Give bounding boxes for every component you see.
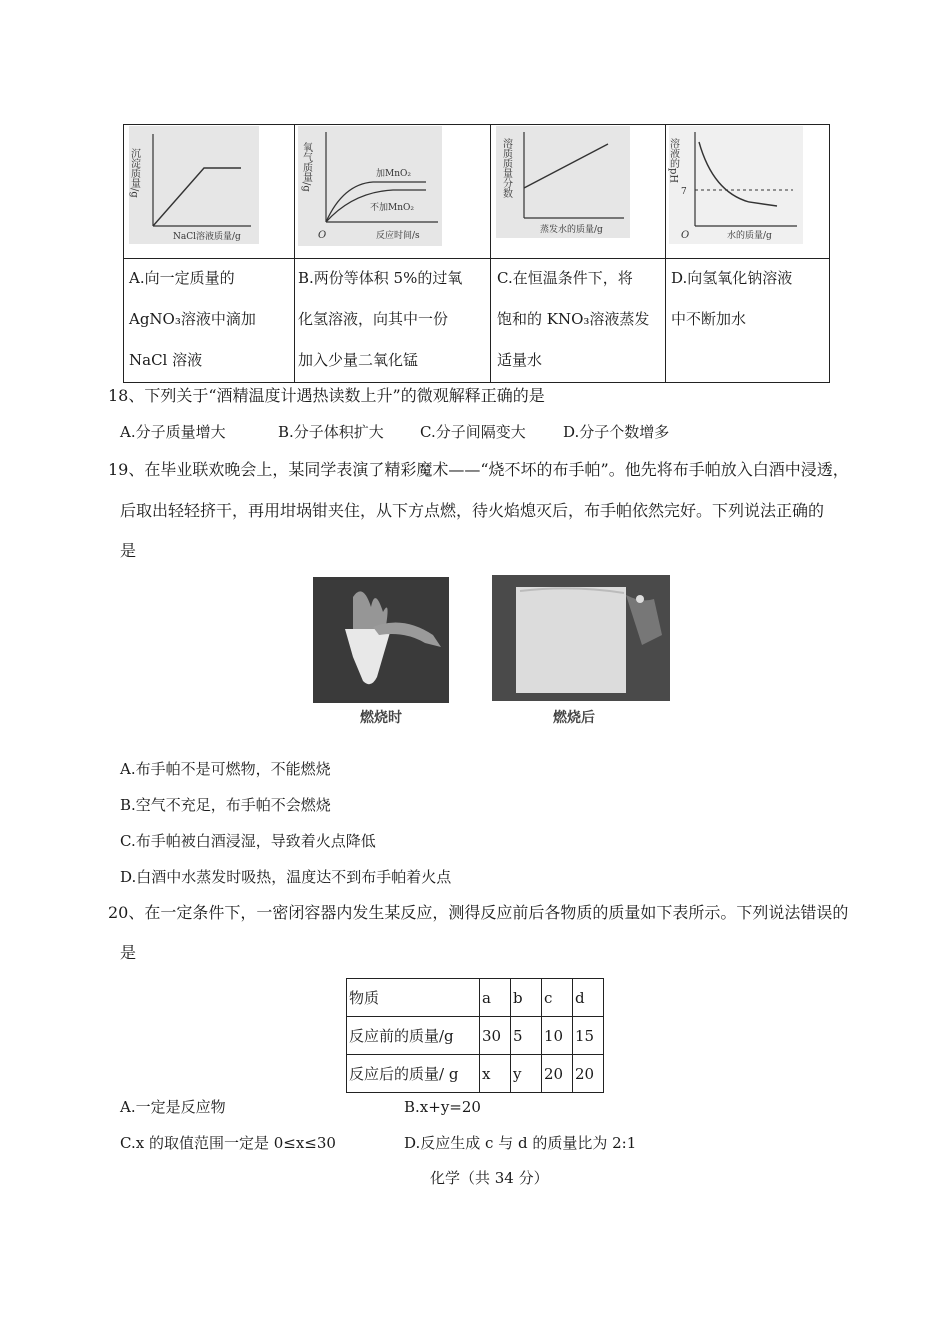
graph-b-oxygen — [298, 126, 442, 246]
q20-mass-table — [346, 978, 604, 1093]
graph-b-origin: O — [318, 230, 327, 241]
q20-stem-line-1: 20、在一定条件下，一密闭容器内发生某反应，测得反应前后各物质的质量如下表所示。下列说法错误的 — [108, 903, 849, 922]
q19-option-b: B.空气不充足，布手帕不会燃烧 — [120, 796, 331, 814]
caption-after: 燃烧后 — [553, 710, 595, 726]
table-cell: 反应后的质量/ g — [347, 1055, 480, 1093]
q17-option-b: B.两份等体积 5%的过氧 化氢溶液，向其中一份 加入少量二氧化锰 — [298, 269, 463, 369]
q19-option-c: C.布手帕被白酒浸湿，导致着火点降低 — [120, 832, 376, 850]
table-row — [347, 979, 604, 1017]
graph-a-y-label: 沉淀质量/g — [128, 148, 140, 198]
graph-d-ph — [669, 126, 803, 244]
q19-stem-line-2: 后取出轻轻挤干，再用坩埚钳夹住，从下方点燃，待火焰熄灭后，布手帕依然完好。下列说法正确的 — [120, 501, 825, 520]
table-row — [347, 1017, 604, 1055]
graph-b-y-label: 氧气质量/g — [300, 142, 312, 192]
graph-d-x-label: 水的质量/g — [727, 231, 772, 241]
table-cell: 15 — [573, 1017, 604, 1055]
photo-after-burning — [492, 575, 670, 701]
graph-b-curve-label-1: 加MnO₂ — [376, 169, 411, 179]
graph-d-tick: 7 — [681, 187, 687, 197]
graph-d-origin: O — [681, 230, 690, 241]
table-cell: x — [480, 1055, 511, 1093]
q17-option-c: C.在恒温条件下，将 饱和的 KNO₃溶液蒸发 适量水 — [497, 269, 650, 369]
graph-a-precipitate — [129, 126, 259, 244]
table-cell: 反应前的质量/g — [347, 1017, 480, 1055]
q18-option-c: C.分子间隔变大 — [420, 423, 526, 441]
q19-option-d: D.白酒中水蒸发时吸热，温度达不到布手帕着火点 — [120, 868, 452, 886]
graph-d-y-label: 溶液的pH — [667, 138, 679, 184]
table-cell: 30 — [480, 1017, 511, 1055]
table-cell: a — [480, 979, 511, 1017]
q18-option-d: D.分子个数增多 — [563, 423, 670, 441]
table-cell: 20 — [542, 1055, 573, 1093]
graph-c-solute-fraction — [496, 126, 630, 238]
table-cell: c — [542, 979, 573, 1017]
table-cell: 10 — [542, 1017, 573, 1055]
table-cell: 物质 — [347, 979, 480, 1017]
table-cell: d — [573, 979, 604, 1017]
photo-burning-handkerchief — [313, 577, 449, 703]
table-cell: 5 — [511, 1017, 542, 1055]
q19-stem-line-3: 是 — [120, 541, 137, 560]
q20-option-a: A.一定是反应物 — [120, 1098, 226, 1116]
caption-burning: 燃烧时 — [360, 710, 402, 726]
q17-option-d: D.向氢氧化钠溶液 中不断加水 — [671, 269, 793, 328]
graph-a-x-label: NaCl溶液质量/g — [173, 232, 241, 242]
q19-option-a: A.布手帕不是可燃物，不能燃烧 — [120, 760, 331, 778]
page-footer: 化学（共 34 分） — [430, 1169, 549, 1187]
q19-stem-line-1: 19、在毕业联欢晚会上，某同学表演了精彩魔术——“烧不坏的布手帕”。他先将布手帕放入白酒中浸透， — [108, 460, 849, 479]
table-cell: b — [511, 979, 542, 1017]
q18-stem: 18、下列关于“酒精温度计遇热读数上升”的微观解释正确的是 — [108, 386, 545, 405]
table-cell: 20 — [573, 1055, 604, 1093]
q20-stem-line-2: 是 — [120, 943, 137, 962]
q17-graph-table — [123, 124, 830, 383]
q18-option-a: A.分子质量增大 — [120, 423, 226, 441]
graph-b-x-label: 反应时间/s — [376, 231, 420, 241]
q20-option-d: D.反应生成 c 与 d 的质量比为 2:1 — [404, 1134, 637, 1152]
q17-option-a: A.向一定质量的 AgNO₃溶液中滴加 NaCl 溶液 — [129, 269, 256, 369]
graph-c-y-label: 溶质质量分数 — [500, 138, 512, 198]
graph-c-x-label: 蒸发水的质量/g — [540, 225, 603, 235]
graph-b-curve-label-2: 不加MnO₂ — [370, 203, 414, 213]
table-cell: y — [511, 1055, 542, 1093]
q18-option-b: B.分子体积扩大 — [278, 423, 384, 441]
table-row — [347, 1055, 604, 1093]
q20-option-b: B.x+y=20 — [404, 1098, 481, 1116]
q20-option-c: C.x 的取值范围一定是 0≤x≤30 — [120, 1134, 336, 1152]
